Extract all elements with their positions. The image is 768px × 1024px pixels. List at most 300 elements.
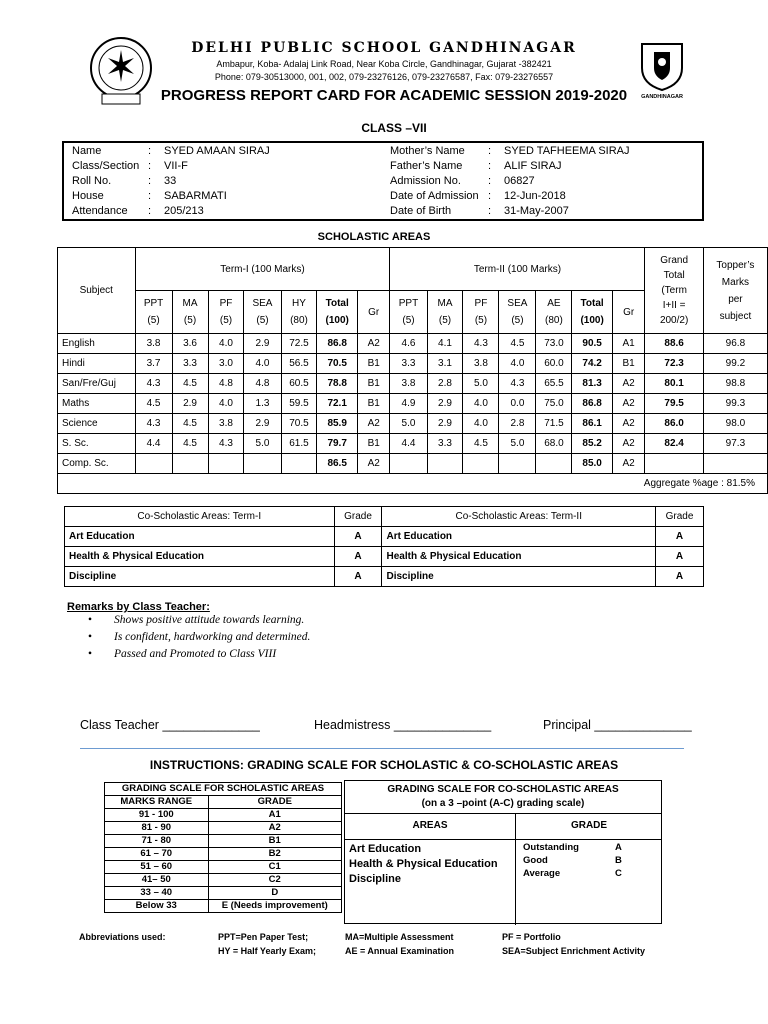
abbreviation-item: SEA=Subject Enrichment Activity [502, 946, 645, 956]
areas-list [349, 842, 498, 887]
info-label: Attendance [72, 205, 128, 217]
mark-cell: 3.3 [390, 354, 427, 374]
school-name: DELHI PUBLIC SCHOOL GANDHINAGAR [191, 40, 577, 56]
co-grade-term1: A [334, 547, 382, 567]
co-grade-value: C [615, 868, 622, 879]
co-grade-term2: A [656, 567, 704, 587]
co-grade-term2: A [656, 527, 704, 547]
co-grade-header: GRADE [570, 820, 608, 831]
mark-cell: 72.5 [281, 334, 317, 354]
info-colon: : [148, 160, 152, 172]
mark-cell: A2 [612, 434, 645, 454]
subject-name: Comp. Sc. [58, 454, 136, 474]
info-value: 06827 [504, 175, 535, 187]
table-row [105, 887, 342, 900]
column-max: (5) [402, 315, 415, 326]
marks-range-cell: 91 - 100 [105, 809, 209, 822]
mark-cell: 90.5 [572, 334, 612, 354]
student-info-box [62, 141, 704, 221]
mark-cell: 75.0 [536, 394, 572, 414]
topper-marks-cell: 99.2 [703, 354, 767, 374]
co-scale-title: GRADING SCALE FOR CO-SCHOLASTIC AREAS [387, 784, 619, 795]
mark-column-header [244, 291, 281, 334]
mark-cell: 2.8 [499, 414, 536, 434]
info-label: Class/Section [72, 160, 140, 172]
grade-cell: D [208, 887, 342, 900]
table-row [58, 434, 768, 454]
column-name: SEA [507, 298, 528, 309]
column-max: (5) [438, 315, 452, 326]
mark-cell: 4.0 [208, 334, 244, 354]
grand-total-cell: 80.1 [645, 374, 703, 394]
abbreviation-item: AE = Annual Examination [345, 946, 454, 956]
abbreviations-label: Abbreviations used: [79, 932, 166, 942]
mark-cell: 4.0 [244, 354, 281, 374]
mark-column-header [317, 291, 357, 334]
mark-cell [135, 454, 172, 474]
topper-marks-cell: 98.0 [703, 414, 767, 434]
mark-cell [536, 454, 572, 474]
school-phone: Phone: 079-30513000, 001, 002, 079-23276126, 079-23276587, Fax: 079-23276557 [214, 72, 554, 82]
mark-column-header [172, 291, 208, 334]
mark-cell: A2 [357, 414, 390, 434]
mark-cell: A2 [612, 454, 645, 474]
table-row [105, 809, 342, 822]
mark-cell: 4.3 [135, 374, 172, 394]
marks-range-cell: 61 – 70 [105, 848, 209, 861]
table-row [65, 567, 704, 587]
school-address: Ambapur, Koba- Adalaj Link Road, Near Koba Circle, Gandhinagar, Gujarat -382421 [216, 59, 552, 69]
mark-cell: 5.0 [499, 434, 536, 454]
column-max: (5) [474, 315, 488, 326]
class-teacher-signature: Class Teacher ______________ [80, 718, 260, 732]
mark-cell: B1 [357, 374, 390, 394]
mark-cell: 70.5 [317, 354, 357, 374]
mark-cell: A2 [612, 374, 645, 394]
mark-cell: 78.8 [317, 374, 357, 394]
info-value: SABARMATI [164, 190, 227, 202]
mark-cell: 4.5 [499, 334, 536, 354]
table-row [58, 414, 768, 434]
term1-header: Term-I (100 Marks) [135, 248, 390, 291]
mark-cell: 86.5 [317, 454, 357, 474]
subject-header: Subject [58, 248, 136, 334]
mark-column-header [463, 291, 499, 334]
mark-column-header [390, 291, 427, 334]
grand-total-header-line: Grand [660, 255, 689, 266]
co-term1-header: Co-Scholastic Areas: Term-I [65, 507, 335, 527]
info-label: Date of Birth [390, 205, 452, 217]
mark-cell: 4.6 [390, 334, 427, 354]
mark-cell: 4.5 [135, 394, 172, 414]
mark-cell [172, 454, 208, 474]
mark-cell: B1 [612, 354, 645, 374]
term2-header: Term-II (100 Marks) [390, 248, 645, 291]
marks-range-cell: 33 – 40 [105, 887, 209, 900]
info-value: ALIF SIRAJ [504, 160, 562, 172]
grade-cell: C1 [208, 861, 342, 874]
info-value: 31-May-2007 [504, 205, 569, 217]
mark-cell: 65.5 [536, 374, 572, 394]
mark-cell: B1 [357, 394, 390, 414]
principal-signature: Principal ______________ [543, 718, 692, 732]
info-label: Father’s Name [390, 160, 463, 172]
column-name: Total [580, 298, 604, 309]
mark-cell: 81.3 [572, 374, 612, 394]
topper-marks-cell: 97.3 [703, 434, 767, 454]
abbreviation-item: HY = Half Yearly Exam; [218, 946, 316, 956]
remark-item: • Is confident, hardworking and determined. [88, 631, 310, 648]
subject-name: Maths [58, 394, 136, 414]
column-name: Total [325, 298, 349, 309]
mark-cell: 0.0 [499, 394, 536, 414]
mark-cell: B1 [357, 354, 390, 374]
report-title: PROGRESS REPORT CARD FOR ACADEMIC SESSION 2019-2020 [160, 87, 628, 104]
column-max: (5) [183, 315, 197, 326]
mark-cell: 2.9 [244, 334, 281, 354]
divider [345, 813, 661, 814]
mark-cell: 4.0 [208, 394, 244, 414]
column-name: PF [474, 298, 488, 309]
mark-cell: A2 [357, 454, 390, 474]
mark-cell: 4.9 [390, 394, 427, 414]
remarks-title: Remarks by Class Teacher: [67, 601, 210, 613]
grade-header: GRADE [208, 796, 342, 809]
marks-range-cell: 81 - 90 [105, 822, 209, 835]
subject-name: English [58, 334, 136, 354]
subject-name: S. Sc. [58, 434, 136, 454]
mark-cell: 79.7 [317, 434, 357, 454]
mark-column-header [135, 291, 172, 334]
co-grade-value: A [615, 842, 622, 853]
table-row [105, 822, 342, 835]
info-colon: : [148, 205, 152, 217]
area-item: Art Education [349, 843, 422, 855]
grand-total-header-line: 200/2) [659, 315, 689, 326]
column-name: SEA [252, 298, 273, 309]
co-area-term2: Discipline [382, 567, 656, 587]
aggregate-row [58, 474, 768, 494]
mark-column-header [536, 291, 572, 334]
grand-total-cell [645, 454, 703, 474]
mark-cell: 85.9 [317, 414, 357, 434]
mark-cell: 4.5 [172, 434, 208, 454]
grade-cell: C2 [208, 874, 342, 887]
mark-cell: 4.4 [135, 434, 172, 454]
topper-header-line: Marks [721, 276, 750, 288]
scholastic-areas-title: SCHOLASTIC AREAS [317, 231, 431, 243]
co-grade-value: B [615, 855, 622, 866]
co-grade-label: Average [523, 868, 561, 879]
mark-cell: 2.9 [427, 414, 463, 434]
mark-cell [281, 454, 317, 474]
co-grade-term1: A [334, 567, 382, 587]
column-max: (80) [290, 315, 308, 326]
mark-cell: 4.4 [390, 434, 427, 454]
mark-cell: 5.0 [390, 414, 427, 434]
mark-cell: A2 [612, 414, 645, 434]
info-value: 12-Jun-2018 [504, 190, 566, 202]
table-row [105, 861, 342, 874]
grand-total-cell: 79.5 [645, 394, 703, 414]
marks-range-header: MARKS RANGE [105, 796, 209, 809]
mark-cell: 4.1 [427, 334, 463, 354]
table-row [105, 900, 342, 913]
topper-header-line: Topper’s [716, 259, 755, 271]
areas-header: AREAS [412, 820, 448, 831]
column-max: (80) [545, 315, 563, 326]
instructions-title: INSTRUCTIONS: GRADING SCALE FOR SCHOLASTIC & CO-SCHOLASTIC AREAS [149, 758, 619, 772]
grand-total-cell: 82.4 [645, 434, 703, 454]
topper-header-line: per [728, 293, 743, 305]
subject-name: Hindi [58, 354, 136, 374]
info-colon: : [148, 190, 152, 202]
mark-cell: 2.8 [427, 374, 463, 394]
mark-cell: 3.6 [172, 334, 208, 354]
grade-column-header: Gr [612, 291, 645, 334]
remark-item: • Shows positive attitude towards learning. [88, 614, 310, 631]
mark-column-header [281, 291, 317, 334]
mark-cell: 59.5 [281, 394, 317, 414]
info-value: 205/213 [164, 205, 204, 217]
mark-cell: 4.3 [208, 434, 244, 454]
mark-cell: 4.3 [135, 414, 172, 434]
mark-cell [390, 454, 427, 474]
co-area-term2: Health & Physical Education [382, 547, 656, 567]
info-colon: : [488, 175, 492, 187]
info-colon: : [488, 190, 492, 202]
topper-header-line: subject [719, 310, 752, 322]
column-max: (100) [325, 315, 349, 326]
info-value: SYED AMAAN SIRAJ [164, 145, 270, 157]
column-name: PPT [143, 298, 164, 309]
grand-total-cell: 88.6 [645, 334, 703, 354]
mark-cell: 86.8 [572, 394, 612, 414]
info-label: Mother’s Name [390, 145, 465, 157]
mark-cell: 2.9 [244, 414, 281, 434]
mark-cell [499, 454, 536, 474]
column-name: MA [437, 298, 453, 309]
column-name: MA [182, 298, 198, 309]
mark-cell: 85.2 [572, 434, 612, 454]
mark-cell: 4.3 [463, 334, 499, 354]
topper-marks-cell: 99.3 [703, 394, 767, 414]
column-name: HY [292, 298, 306, 309]
scholastic-grading-scale-table [104, 782, 342, 913]
mark-cell: 4.0 [499, 354, 536, 374]
co-grade-header: Grade [656, 507, 704, 527]
mark-cell: 4.0 [463, 394, 499, 414]
abbreviation-item: PF = Portfolio [502, 932, 561, 942]
table-row [65, 527, 704, 547]
mark-cell: 73.0 [536, 334, 572, 354]
column-max: (100) [580, 315, 604, 326]
mark-cell: 86.8 [317, 334, 357, 354]
table-row [65, 547, 704, 567]
topper-marks-header [703, 248, 767, 334]
mark-cell: 74.2 [572, 354, 612, 374]
co-term2-header: Co-Scholastic Areas: Term-II [382, 507, 656, 527]
subject-name: San/Fre/Guj [58, 374, 136, 394]
info-label: Admission No. [390, 175, 461, 187]
mark-cell: 3.1 [427, 354, 463, 374]
mark-cell: 4.3 [499, 374, 536, 394]
mark-cell: 71.5 [536, 414, 572, 434]
table-row [105, 848, 342, 861]
co-scale-subtitle: (on a 3 –point (A-C) grading scale) [421, 798, 585, 809]
remark-item: • Passed and Promoted to Class VIII [88, 648, 310, 665]
mark-cell: 2.9 [172, 394, 208, 414]
marks-range-cell: 51 – 60 [105, 861, 209, 874]
column-name: AE [547, 298, 561, 309]
table-row [58, 374, 768, 394]
mark-cell: 3.8 [135, 334, 172, 354]
info-value: 33 [164, 175, 177, 187]
info-label: House [72, 190, 104, 202]
info-colon: : [488, 145, 492, 157]
marks-range-cell: 71 - 80 [105, 835, 209, 848]
mark-cell: 56.5 [281, 354, 317, 374]
co-grade-label: Good [523, 855, 548, 866]
info-label: Date of Admission [390, 190, 479, 202]
mark-cell: 4.5 [172, 414, 208, 434]
co-area-term1: Art Education [65, 527, 335, 547]
grand-total-header-line: Total [663, 270, 685, 281]
grade-cell: A2 [208, 822, 342, 835]
co-grade-list [523, 841, 653, 880]
subject-name: Science [58, 414, 136, 434]
headmistress-signature: Headmistress ______________ [314, 718, 492, 732]
mark-cell: 86.1 [572, 414, 612, 434]
grand-total-header [645, 248, 703, 334]
mark-cell: 68.0 [536, 434, 572, 454]
mark-cell: 3.3 [172, 354, 208, 374]
grade-cell: B2 [208, 848, 342, 861]
info-colon: : [488, 205, 492, 217]
mark-cell: 4.5 [172, 374, 208, 394]
mark-cell: 4.8 [208, 374, 244, 394]
topper-marks-cell: 98.8 [703, 374, 767, 394]
mark-cell: 5.0 [463, 374, 499, 394]
mark-cell: 3.7 [135, 354, 172, 374]
marks-range-cell: 41– 50 [105, 874, 209, 887]
table-row [58, 334, 768, 354]
grand-total-cell: 86.0 [645, 414, 703, 434]
mark-cell: 4.0 [463, 414, 499, 434]
grand-total-header-line: I+II = [662, 300, 686, 311]
co-area-term2: Art Education [382, 527, 656, 547]
divider [80, 748, 684, 749]
divider [345, 839, 661, 840]
mark-cell: 5.0 [244, 434, 281, 454]
mark-cell: 61.5 [281, 434, 317, 454]
co-grade-term2: A [656, 547, 704, 567]
column-max: (5) [219, 315, 233, 326]
co-scholastic-grading-scale [344, 780, 662, 924]
table-row [105, 835, 342, 848]
mark-cell: 3.8 [208, 414, 244, 434]
mark-cell [244, 454, 281, 474]
column-max: (5) [256, 315, 269, 326]
info-value: SYED TAFHEEMA SIRAJ [504, 145, 630, 157]
info-label: Name [72, 145, 102, 157]
mark-cell: 4.8 [244, 374, 281, 394]
mark-cell: 3.8 [390, 374, 427, 394]
mark-cell: 70.5 [281, 414, 317, 434]
abbreviation-item: MA=Multiple Assessment [345, 932, 454, 942]
scholastic-marks-table [57, 247, 768, 494]
info-label: Roll No. [72, 175, 112, 187]
mark-cell: A2 [357, 334, 390, 354]
mark-column-header [572, 291, 612, 334]
mark-cell: 72.1 [317, 394, 357, 414]
mark-cell [208, 454, 244, 474]
mark-column-header [208, 291, 244, 334]
remarks-list [88, 614, 310, 665]
abbreviation-item: PPT=Pen Paper Test; [218, 932, 309, 942]
topper-marks-cell [703, 454, 767, 474]
mark-cell: 3.3 [427, 434, 463, 454]
grand-total-header-line: (Term [661, 285, 687, 296]
co-grade-term1: A [334, 527, 382, 547]
mark-cell: 3.0 [208, 354, 244, 374]
column-name: PPT [398, 298, 419, 309]
mark-cell [427, 454, 463, 474]
grade-cell: B1 [208, 835, 342, 848]
mark-cell: 4.5 [463, 434, 499, 454]
info-value: VII-F [164, 160, 188, 172]
mark-cell: 85.0 [572, 454, 612, 474]
grade-column-header: Gr [357, 291, 390, 334]
mark-cell: A1 [612, 334, 645, 354]
topper-marks-cell: 96.8 [703, 334, 767, 354]
info-colon: : [148, 145, 152, 157]
mark-cell [463, 454, 499, 474]
mark-cell: 3.8 [463, 354, 499, 374]
logo-caption: GANDHINAGAR [641, 94, 683, 100]
co-area-term1: Discipline [65, 567, 335, 587]
mark-cell: 60.0 [536, 354, 572, 374]
co-grade-label: Outstanding [523, 842, 579, 853]
marks-range-cell: Below 33 [105, 900, 209, 913]
mark-cell: A2 [612, 394, 645, 414]
column-max: (5) [511, 315, 524, 326]
mark-cell: B1 [357, 434, 390, 454]
co-grade-header: Grade [334, 507, 382, 527]
mark-column-header [499, 291, 536, 334]
column-max: (5) [147, 315, 160, 326]
mark-cell: 2.9 [427, 394, 463, 414]
grade-cell: E (Needs improvement) [208, 900, 342, 913]
aggregate-percentage: Aggregate %age : 81.5% [58, 474, 768, 494]
table-row [58, 394, 768, 414]
area-item: Health & Physical Education [349, 858, 498, 870]
grand-total-cell: 72.3 [645, 354, 703, 374]
info-colon: : [488, 160, 492, 172]
mark-column-header [427, 291, 463, 334]
mark-cell: 1.3 [244, 394, 281, 414]
co-scholastic-table [64, 506, 704, 587]
area-item: Discipline [349, 873, 401, 885]
scholastic-scale-title: GRADING SCALE FOR SCHOLASTIC AREAS [105, 783, 342, 796]
mark-cell: 60.5 [281, 374, 317, 394]
table-row [105, 874, 342, 887]
info-colon: : [148, 175, 152, 187]
class-title: CLASS –VII [361, 121, 427, 135]
co-area-term1: Health & Physical Education [65, 547, 335, 567]
grade-cell: A1 [208, 809, 342, 822]
table-row [58, 354, 768, 374]
